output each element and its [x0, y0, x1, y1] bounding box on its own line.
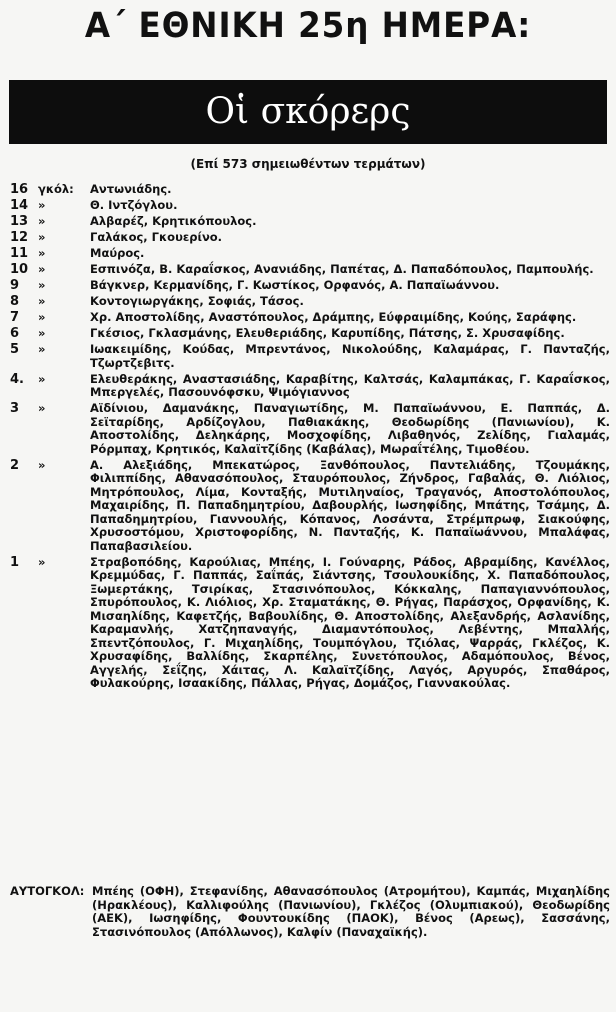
scorer-names: Εσπινόζα, Β. Καραΐσκος, Ανανιάδης, Παπέτας, Δ. Παπαδόπουλος, Παμπουλής. [90, 262, 594, 276]
scorer-row [10, 231, 610, 245]
goal-count: 2 [10, 457, 20, 473]
goal-count: 9 [10, 278, 20, 293]
scorer-names: Θ. Ιντζόγλου. [90, 198, 178, 212]
goal-mark: » [38, 214, 46, 228]
goal-count: 3 [10, 401, 20, 416]
scorer-names: Α. Αλεξιάδης, Μπεκατώρος, Ξανθόπουλος, Παντελιάδης, Τζουμάκης, Φιλιππίδης, Αθανασόπουλος, Σταυρόπουλος, Ζήνδρος, Γαβαλάς, Θ. Λιόλιος, Μητρόπουλος, Λίμα, Κονταξής, Μυτιληναίος, Τραγανός, Αποστολόπουλος, Μαχαιρίδης, Π. Παπαδημητρίου, Δαβουρλής, Ιωσηφίδης, Μπάτης, Τσάμης, Δ. Παπαδημητρίου, Γιαννουλής, Κόπανος, Λοσάντα, Στρέμπρωφ, Σιακούφης, Χρυσοστόμου, Χριστοφορίδης, Ν. Πανταζής, Κ. Παπαϊωάννου, Μπαλάφας, Παπαβασιλείου. [90, 457, 610, 553]
goal-mark: » [38, 278, 46, 292]
scorer-row [10, 247, 610, 261]
own-goals-label: ΑΥΤΟΓΚΟΛ: [10, 884, 85, 898]
goal-count: 16 [10, 182, 29, 197]
scorer-names: Στραβοπόδης, Καρούλιας, Μπέης, Ι. Γούναρης, Ράδος, Αβραμίδης, Κανέλλος, Κρεμμύδας, Γ. Παππάς, Σαΐπάς, Σιάντσης, Τσουλουκίδης, Χ. Παπαδόπουλος, Ξωμερτάκης, Τσιρίκας, Στασινόπουλος, Κόκκαλης, Παπαγιαννόπουλος, Σπυρόπουλος, Κ. Λιόλιος, Χρ. Σταματάκης, Θ. Ρήγας, Παράσχος, Ορφανίδης, Κ. Μισαηλίδης, Καφετζής, Βαβουλίδης, Θ. Αποστολίδης, Αλεξανδρής, Ασλανίδης, Καραμανλής, Χατζηπαναγής, Διαμαντόπουλος, Λεβέντης, Μπαλλής, Σπεντζόπουλος, Γ. Μιχαηλίδης, Τουμπόγλου, Τζιόλας, Ψαρράς, Γκλέζος, Κ. Χρυσαφίδης, Βαλλίδης, Σκαρπέλης, Συνετόπουλος, Αδαμόπουλος, Βένος, Αγγελής, Σεΐζης, Χάιτας, Λ. Καλαϊτζίδης, Λαγός, Αργυρός, Σπαθάρος, Φυλακούρης, Ισαακίδης, Πάλλας, Ρήγας, Δομάζος, Γιαννακούλας. [90, 554, 610, 690]
goal-count: 5 [10, 342, 20, 357]
own-goals-text: Μπέης (ΟΦΗ), Στεφανίδης, Αθανασόπουλος (Ατρομήτου), Καμπάς, Μιχαηλίδης (Ηρακλέους), Καλλιφούλης (Πανιωνίου), Γκλέζος (Ολυμπιακού), Θεοδωρίδης (ΑΕΚ), Ιωσηφίδης, Φουντουκίδης (ΠΑΟΚ), Βένος (Αρεως), Σασσάνης, Στασινόπουλος (Απόλλωνος), Καλφίν (Παναχαϊκής). [92, 884, 610, 939]
goal-mark: » [38, 310, 46, 324]
goal-count: 4. [10, 371, 24, 387]
goal-count: 8 [10, 294, 20, 309]
scorer-names: Γαλάκος, Γκουερίνο. [90, 230, 223, 244]
scorer-row [10, 215, 610, 229]
goal-count: 14 [10, 198, 29, 213]
scorer-names: Αντωνιάδης. [90, 182, 172, 196]
goal-mark: » [38, 294, 46, 308]
scorer-row [10, 311, 610, 325]
goal-mark: γκόλ: [38, 182, 74, 196]
scorer-names: Βάγκνερ, Κερμανίδης, Γ. Κωστίκος, Ορφανός, Α. Παπαϊωάννου. [90, 278, 500, 292]
scorer-row [10, 183, 610, 197]
goal-count: 11 [10, 246, 29, 261]
scorer-names: Αϊδίνιου, Δαμανάκης, Παναγιωτίδης, Μ. Παπαϊωάννου, Ε. Παππάς, Δ. Σεϊταρίδης, Αρδίζογλου, Παθιακάκης, Θεοδωρίδης (Πανιωνίου), Κ. Αποστολίδης, Δεληκάρης, Μοσχοφίδης, Λιβαθηνός, Ζελίδης, Γιαλαμάς, Ρόρμπαχ, Κρητικός, Καλαϊτζίδης (Καβάλας), Μωραΐτέλης, Τιμοθέου. [90, 401, 610, 456]
banner-title: Οἱ σκόρερς [205, 91, 411, 132]
goal-mark: » [38, 342, 46, 356]
goal-mark: » [38, 371, 46, 386]
scorer-row [10, 402, 610, 456]
goal-count: 1 [10, 554, 20, 570]
scorer-row [10, 199, 610, 213]
subtitle: (Επί 573 σημειωθέντων τερμάτων) [190, 157, 426, 171]
goal-mark: » [38, 554, 46, 569]
scorer-names: Γκέσιος, Γκλασμάνης, Ελευθεριάδης, Καρυπίδης, Πάτσης, Σ. Χρυσαφίδης. [90, 326, 565, 340]
scorer-names: Χρ. Αποστολίδης, Αναστόπουλος, Δράμπης, Εύφραιμίδης, Κούης, Σαράφης. [90, 310, 577, 324]
scorer-row [10, 327, 610, 341]
goal-mark: » [38, 401, 46, 415]
scorer-names: Μαύρος. [90, 246, 145, 260]
scorer-row [10, 263, 610, 277]
scorer-names: Αλβαρέζ, Κρητικόπουλος. [90, 214, 257, 228]
goal-mark: » [38, 326, 46, 340]
scorer-names: Κοντογιωργάκης, Σοφιάς, Τάσος. [90, 294, 304, 308]
scorer-row [10, 556, 610, 691]
scorer-names: Ελευθεράκης, Αναστασιάδης, Καραβίτης, Καλτσάς, Καλαμπάκας, Γ. Καραΐσκος, Μπεργελές, Πασουνόφσκυ, Ψιμόγιαννος [90, 371, 610, 399]
goal-count: 12 [10, 230, 29, 245]
goal-mark: » [38, 457, 46, 472]
goal-mark: » [38, 246, 46, 260]
scorers-list [10, 183, 610, 693]
goal-mark: » [38, 198, 46, 212]
own-goals [10, 885, 610, 939]
goal-count: 7 [10, 310, 20, 325]
goal-count: 6 [10, 326, 20, 341]
scorer-row [10, 343, 610, 370]
scorer-row [10, 295, 610, 309]
scorer-names: Ιωακειμίδης, Κούδας, Μπρεντάνος, Νικολούδης, Καλαμάρας, Γ. Πανταζής, Τζωρτζεβιτς. [90, 342, 610, 370]
section-banner [9, 80, 607, 144]
scorer-row [10, 373, 610, 400]
goal-mark: » [38, 230, 46, 244]
goal-mark: » [38, 262, 46, 276]
goal-count: 13 [10, 214, 29, 229]
goal-count: 10 [10, 262, 29, 277]
scorer-row [10, 279, 610, 293]
headline: Α΄ ΕΘΝΙΚΗ 25η ΗΜΕΡΑ: [84, 6, 532, 46]
scorer-row [10, 459, 610, 554]
